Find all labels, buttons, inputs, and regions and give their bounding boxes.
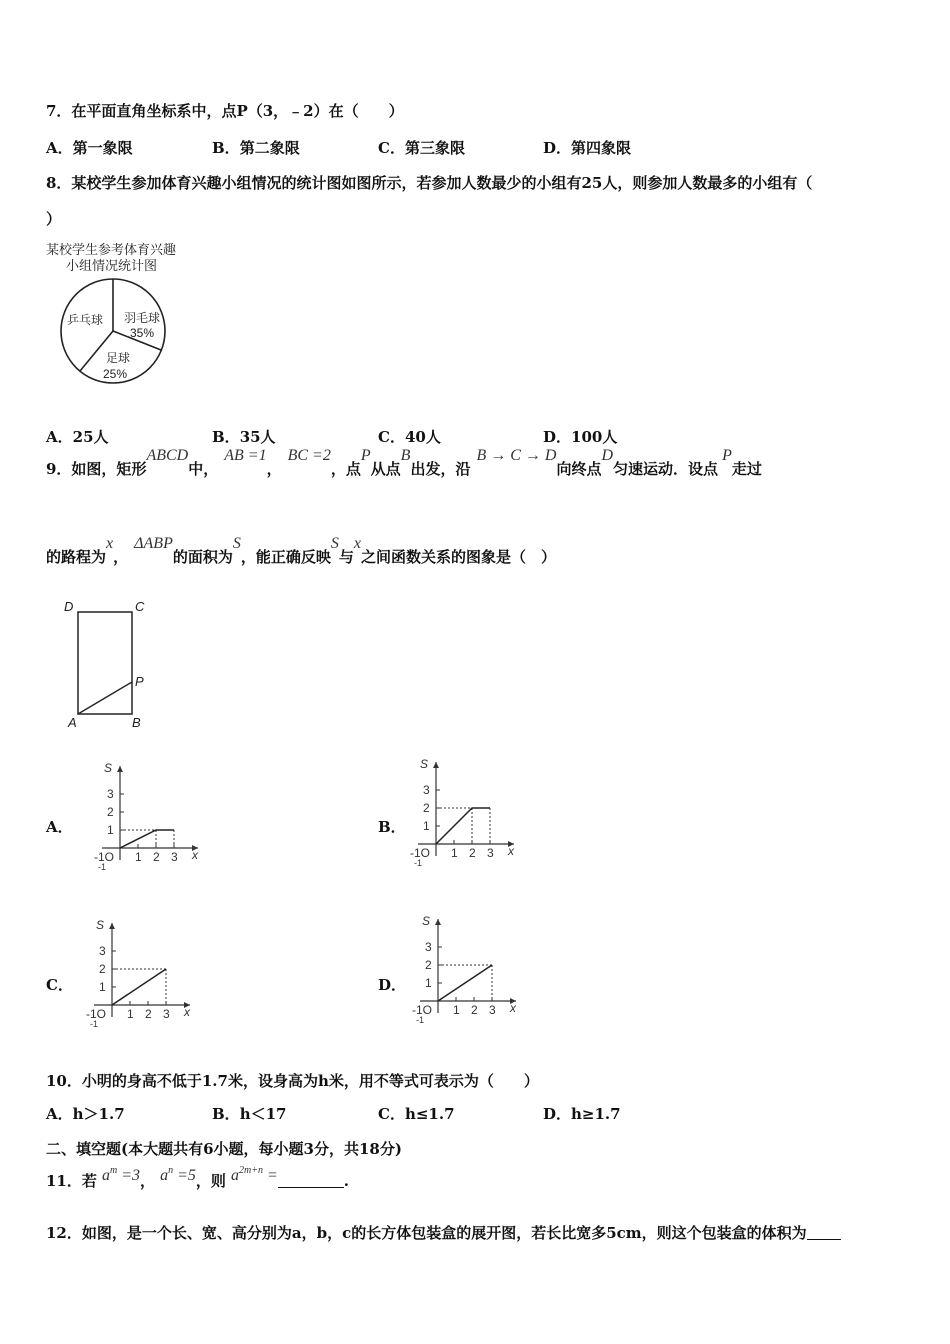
q8-option-d: D．100人	[543, 428, 618, 446]
x-tick-label: 2	[471, 1003, 478, 1017]
slice-label-pingpong: 乒乓球	[67, 313, 104, 327]
q9-graph-b	[406, 756, 526, 866]
y-tick-label: 2	[423, 801, 430, 815]
x-tick-label: 2	[153, 850, 160, 864]
neg-one-label: -1	[416, 1015, 425, 1023]
q8-stem-line2: ）	[46, 210, 62, 228]
x-axis-label: x	[184, 1005, 190, 1019]
y-tick-label: 3	[425, 940, 432, 954]
q9-option-c-letter: C．	[46, 976, 73, 994]
y-axis-arrow-icon	[433, 762, 439, 768]
q10-option-b: B．h＜17	[212, 1105, 287, 1123]
y-tick-label: 1	[425, 976, 432, 990]
label-d: D	[64, 599, 74, 614]
q9-option-b-letter: B．	[378, 818, 406, 836]
x-tick-label: 1	[453, 1003, 460, 1017]
function-line	[120, 830, 174, 848]
neg-one-label: -1	[414, 858, 423, 866]
q9-rectangle-figure	[58, 596, 158, 736]
neg-one-label: -1	[90, 1019, 99, 1027]
q12-answer-blank[interactable]	[807, 1225, 841, 1240]
q11-stem: 11．若 $a^m =3$， $a^n =5$，则 $a^{2m+n}$ = .	[46, 1165, 350, 1190]
q10-option-a: A．h＞1.7	[46, 1105, 125, 1123]
y-axis-arrow-icon	[117, 766, 123, 772]
x-tick-label: 2	[145, 1007, 152, 1021]
x-tick-label: 1	[135, 850, 142, 864]
slice-percent-badminton: 35%	[130, 326, 155, 340]
label-a: A	[68, 715, 77, 730]
x-tick-label: 1	[451, 846, 458, 860]
pie-title-line1: 某校学生参考体育兴趣	[46, 242, 177, 257]
q7-option-d: D．第四象限	[543, 139, 632, 157]
y-axis-arrow-icon	[435, 919, 441, 925]
x-axis-label: x	[192, 848, 198, 862]
y-axis-label: S	[96, 918, 105, 932]
q7-option-c: C．第三象限	[378, 139, 465, 157]
y-tick-label: 3	[423, 783, 430, 797]
function-line	[436, 808, 490, 844]
x-axis-label: x	[508, 844, 514, 858]
y-axis-label: S	[420, 757, 429, 771]
q9-graph-c	[82, 917, 202, 1027]
q9-graph-d	[408, 913, 528, 1023]
neg-one-label: -1	[98, 862, 107, 870]
y-tick-label: 3	[99, 944, 106, 958]
x-tick-label: 3	[487, 846, 494, 860]
q7-option-a: A．第一象限	[46, 139, 133, 157]
section-heading: 二、填空题(本大题共有6小题，每小题3分，共18分)	[46, 1140, 402, 1158]
q12-stem: 12．如图，是一个长、宽、高分别为a，b，c的长方体包装盒的展开图，若长比宽多5cm，则这个包装盒的体积为	[46, 1222, 841, 1243]
x-tick-label: 3	[489, 1003, 496, 1017]
q8-option-a: A．25人	[46, 428, 109, 446]
x-tick-label: 2	[469, 846, 476, 860]
x-tick-label: 3	[171, 850, 178, 864]
q10-option-c: C．h≤1.7	[378, 1105, 455, 1123]
q9-graph-a	[90, 760, 210, 870]
label-b: B	[132, 715, 141, 730]
y-tick-label: 3	[107, 787, 114, 801]
q9-option-d-letter: D．	[378, 976, 407, 994]
x-axis-label: x	[510, 1001, 516, 1015]
q11-answer-blank[interactable]	[278, 1173, 344, 1188]
y-tick-label: 1	[107, 823, 114, 837]
q9-stem-line1: 9．如图，矩形ABCD中，AB =1，BC =2，点P从点B出发，沿B → C → D向终点D匀速运动．设点P走过	[46, 447, 762, 478]
y-axis-arrow-icon	[109, 923, 115, 929]
y-tick-label: 2	[425, 958, 432, 972]
function-line	[112, 969, 166, 1005]
origin-label: -1O	[410, 846, 431, 860]
q8-stem-line1: 8．某校学生参加体育兴趣小组情况的统计图如图所示，若参加人数最少的小组有25人，则参加人数最多的小组有（	[46, 174, 813, 192]
q10-stem: 10．小明的身高不低于1.7米，设身高为h米，用不等式可表示为（ ）	[46, 1072, 539, 1090]
q7-stem: 7．在平面直角坐标系中，点P（3，﹣2）在（ ）	[46, 102, 404, 120]
y-tick-label: 1	[99, 980, 106, 994]
q8-option-c: C．40人	[378, 428, 441, 446]
y-axis-label: S	[104, 761, 113, 775]
label-p: P	[135, 674, 144, 689]
slice-label-football: 足球	[106, 351, 131, 365]
label-c: C	[135, 599, 145, 614]
y-tick-label: 2	[107, 805, 114, 819]
q10-option-d: D．h≥1.7	[543, 1105, 621, 1123]
slice-percent-football: 25%	[103, 367, 128, 381]
x-tick-label: 3	[163, 1007, 170, 1021]
y-tick-label: 1	[423, 819, 430, 833]
pie-title-line2: 小组情况统计图	[66, 258, 158, 273]
q7-option-b: B．第二象限	[212, 139, 300, 157]
slice-label-badminton: 羽毛球	[124, 311, 161, 325]
function-line	[438, 965, 492, 1001]
segment-ap	[78, 682, 132, 714]
q9-option-a-letter: A．	[46, 818, 73, 836]
q8-pie-chart	[40, 238, 210, 398]
origin-label: -1O	[412, 1003, 433, 1017]
q9-stem-line2: 的路程为x，ΔABP的面积为S，能正确反映S与x之间函数关系的图象是（ ）	[46, 535, 557, 566]
y-tick-label: 2	[99, 962, 106, 976]
x-tick-label: 1	[127, 1007, 134, 1021]
origin-label: -1O	[94, 850, 115, 864]
q8-option-b: B．35人	[212, 428, 276, 446]
y-axis-label: S	[422, 914, 431, 928]
origin-label: -1O	[86, 1007, 107, 1021]
